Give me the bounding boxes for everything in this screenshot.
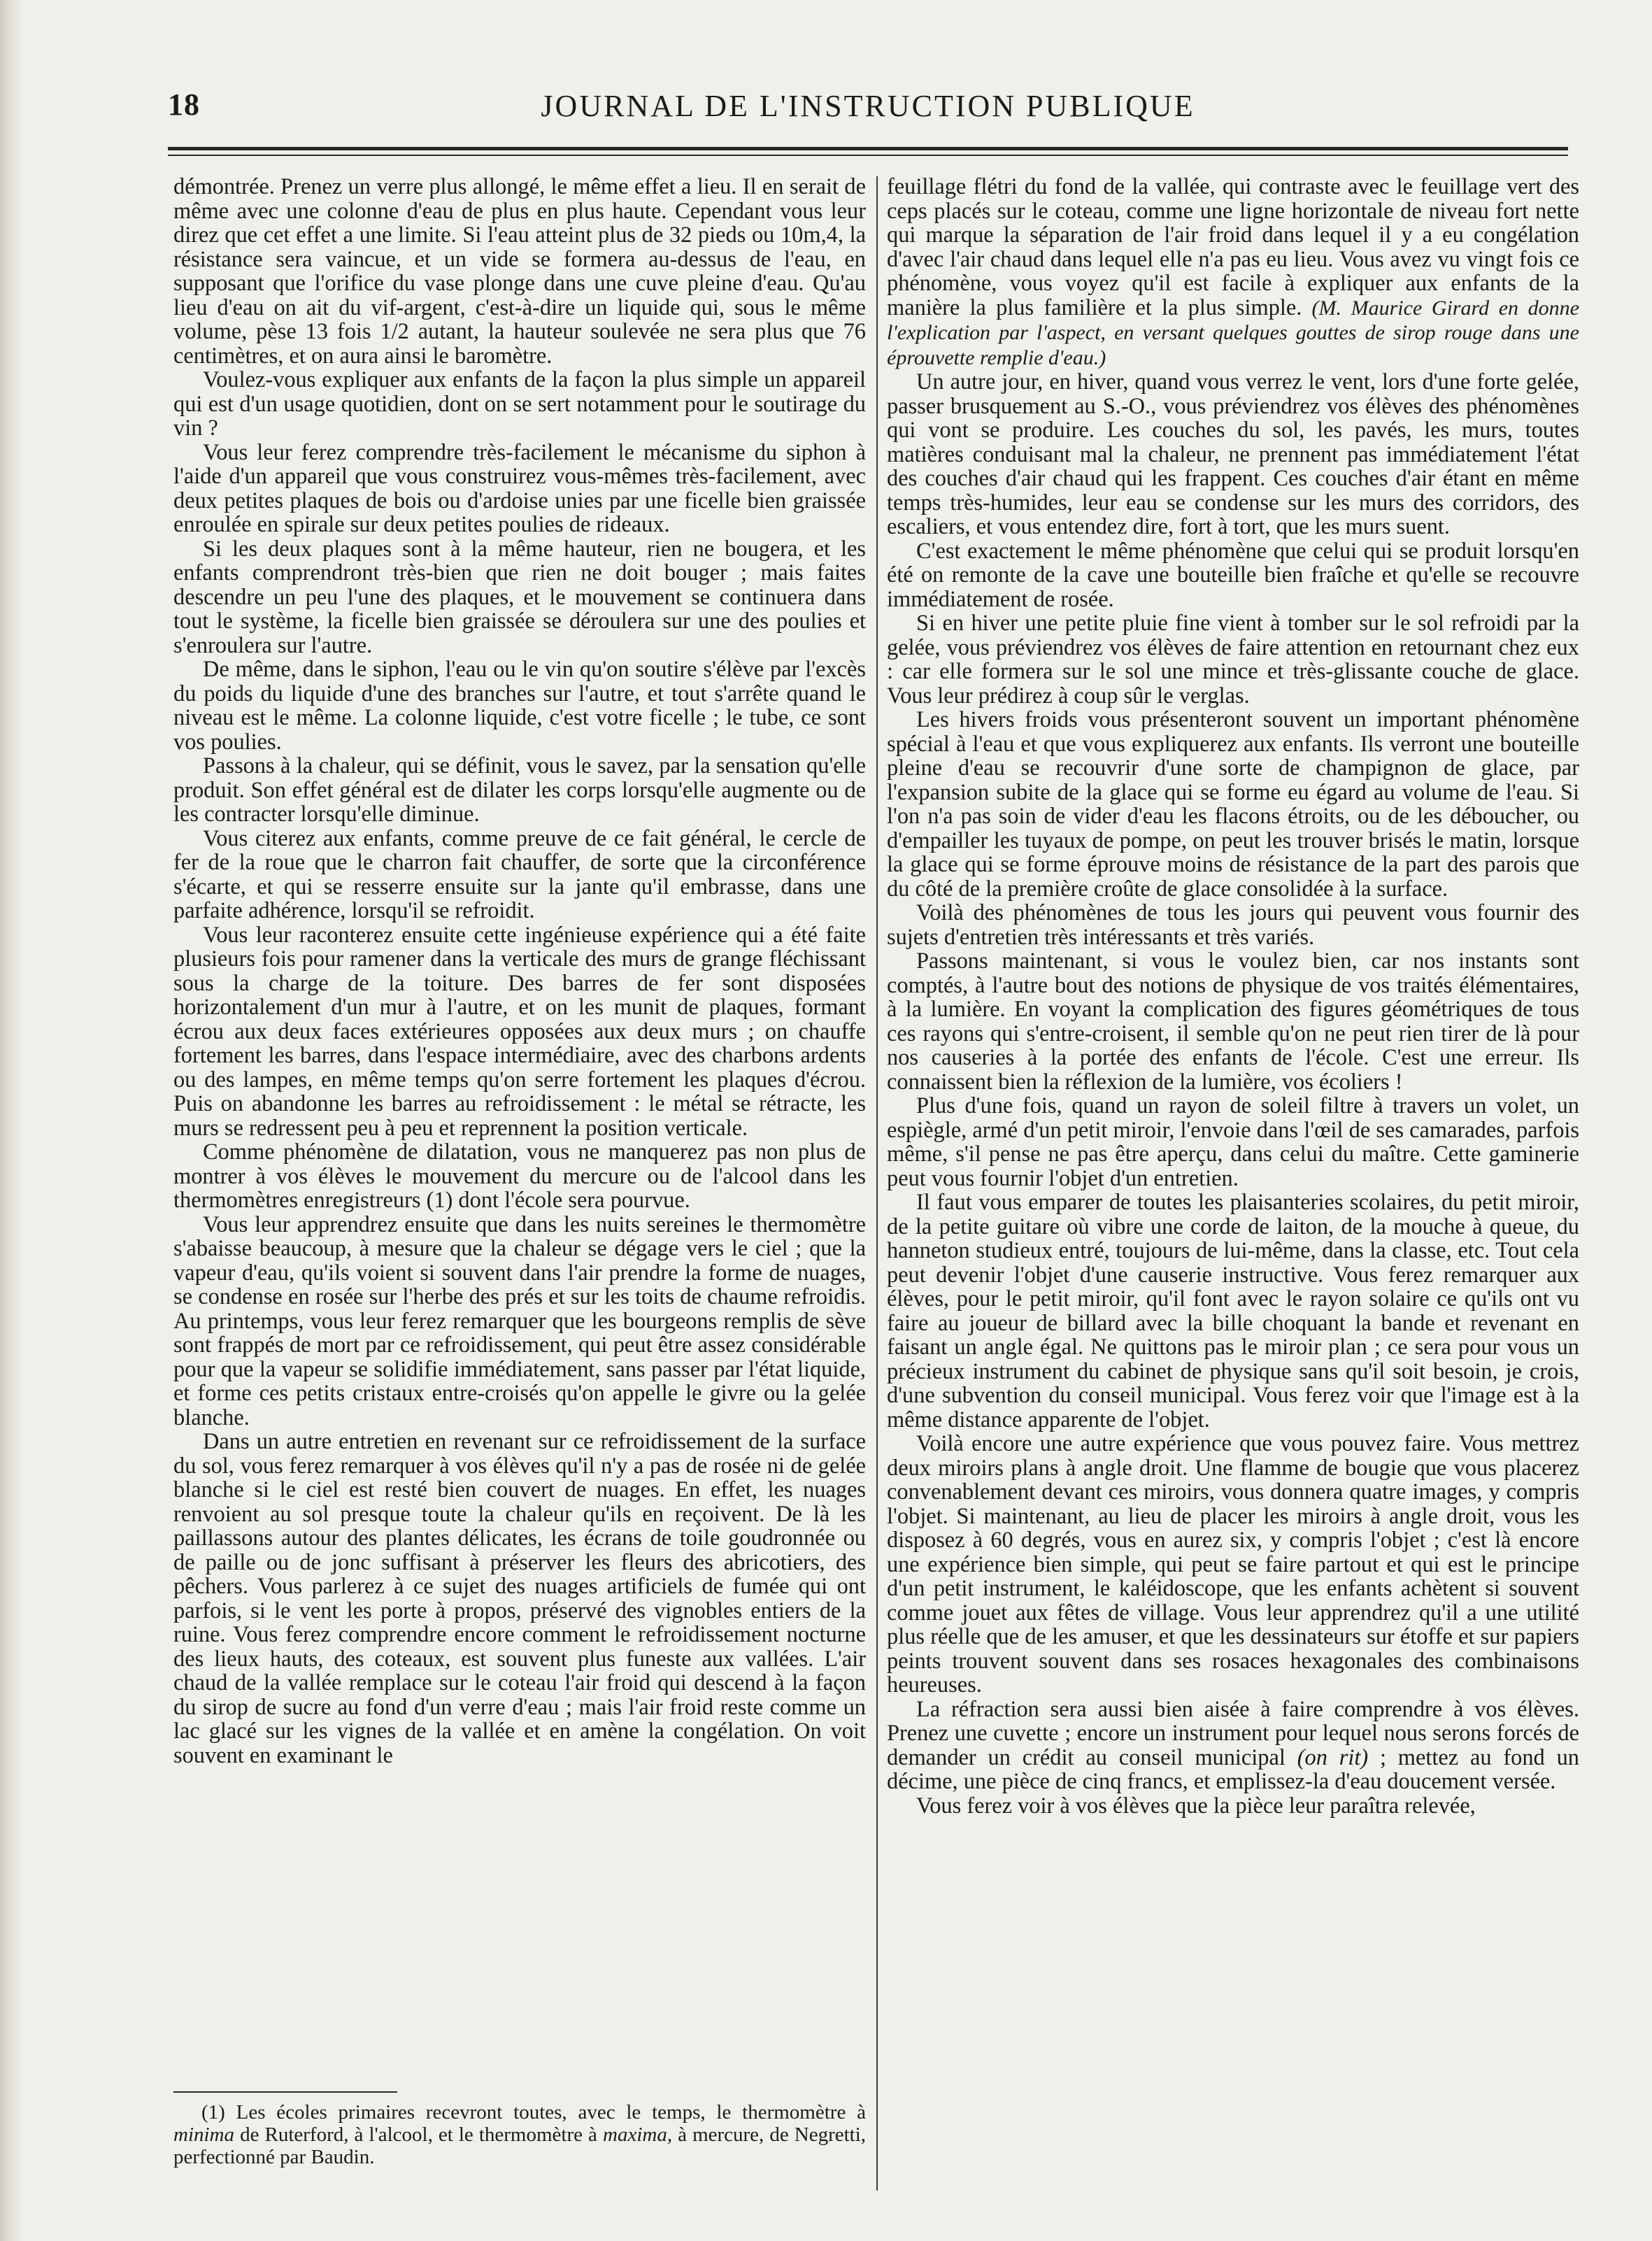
right-column (887, 175, 1579, 2182)
header-rule-thin (168, 155, 1568, 156)
paragraph: Vous leur raconterez ensuite cette ingénieuse expérience qui a été faite plusieurs fois pour ramener dans la verticale des murs de grange fléchissant sous la charge de la toiture. Des barres de fer sont disposées horizontalement d'un mur à l'autre, et on les munit de plaques, formant écrou aux deux faces extérieures opposées aux deux murs ; on chauffe fortement les barres, dans l'espace intermédiaire, avec des charbons ardents ou des lampes, en même temps qu'on serre fortement les plaques d'écrou. Puis on abandonne les barres au refroidissement : le métal se rétracte, les murs se redressent peu à peu et reprennent la position verticale. (173, 922, 866, 1141)
page-number: 18 (168, 87, 200, 122)
paragraph-text: La réfraction sera aussi bien aisée à faire comprendre à vos élèves. Prenez une cuvette ; encore un instrument pour lequel nous serons forcés de demander un crédit au conseil municipal (887, 1696, 1579, 1770)
editorial-note: (M. Maurice Girard en donne l'explication par l'aspect, en versant quelques gouttes de sirop rouge dans une éprouvette remplie d'eau.) (887, 296, 1579, 369)
paragraph: Dans un autre entretien en revenant sur ce refroidissement de la surface du sol, vous ferez remarquer à vos élèves qu'il n'y a pas de rosée ni de gelée blanche si le ciel est resté bien couvert de nuages. En effet, les nuages renvoient au sol presque toute la chaleur qu'ils en reçoivent. De là les paillassons autour des plantes délicates, les écrans de toile goudronnée ou de paille ou de jonc suffisant à préserver les fleurs des abricotiers, des pêchers. Vous parlerez à ce sujet des nuages artificiels de fumée qui ont parfois, si le vent les porte à propos, préservé des vignobles entiers de la ruine. Vous ferez comprendre encore comment le refroidissement nocturne des lieux hauts, des coteaux, est souvent plus funeste aux vallées. L'air chaud de la vallée remplace sur le coteau l'air froid qui descend à la façon du sirop de sucre au fond d'un verre d'eau ; mais l'air froid reste comme un lac glacé sur les vignes de la vallée et en amène la congélation. On voit souvent en examinant le (173, 1429, 866, 1768)
paragraph: Les hivers froids vous présenteront souvent un important phénomène spécial à l'eau et que vous expliquerez aux enfants. Ils verront une bouteille pleine d'eau se recouvrir d'une sorte de champignon de glace, par l'expansion subite de la glace qui se forme eu égard au volume de l'eau. Si l'on n'a pas soin de vider d'eau les flacons étroits, ou de les déboucher, ou d'empailler les tuyaux de pompe, on peut les trouver brisés le matin, lorsque la glace qui se forme éprouve moins de résistance de la part des parois que du côté de la première croûte de glace consolidée à la surface. (887, 707, 1579, 902)
paragraph: Il faut vous emparer de toutes les plaisanteries scolaires, du petit miroir, de la petite guitare où vibre une corde de laiton, de la mouche à queue, du hanneton studieux entré, toujours de lui-même, dans la classe, etc. Tout cela peut devenir l'objet d'une causerie instructive. Vous ferez remarquer aux élèves, pour le petit miroir, qu'il font avec le rayon solaire ce qu'ils ont vu faire au joueur de billard avec la bille choquant la bande et revenant en faisant un angle égal. Ne quittons pas le miroir plan ; ce sera pour vous un précieux instrument du cabinet de physique sans qu'il soit besoin, je crois, d'une subvention du conseil municipal. Vous ferez voir que l'image est à la même distance apparente de l'objet. (887, 1190, 1579, 1432)
footnote-text: de Ruterford, à l'alcool, et le thermomètre à (240, 2123, 597, 2146)
paragraph: Si les deux plaques sont à la même hauteur, rien ne bougera, et les enfants comprendront très-bien que rien ne doit bouger ; mais faites descendre un peu l'une des plaques, et le mouvement se continuera dans tout le système, la ficelle bien graissée se déroulera sur une des poulies et s'enroulera sur l'autre. (173, 536, 866, 658)
footnote (173, 2101, 866, 2168)
column-divider (876, 176, 878, 2191)
journal-title: JOURNAL DE L'INSTRUCTION PUBLIQUE (541, 89, 1195, 123)
paragraph: Si en hiver une petite pluie fine vient à tomber sur le sol refroidi par la gelée, vous préviendrez vos élèves de faire attention en retournant chez eux : car elle formera sur le sol une mince et très-glissante couche de glace. Vous leur prédirez à coup sûr le verglas. (887, 611, 1579, 709)
paragraph: C'est exactement le même phénomène que celui qui se produit lorsqu'en été on remonte de la cave une bouteille bien fraîche et qu'elle se recouvre immédiatement de rosée. (887, 538, 1579, 612)
paragraph: Vous citerez aux enfants, comme preuve de ce fait général, le cercle de fer de la roue que le charron fait chauffer, de sorte que la circonférence s'écarte, et qui se resserre ensuite sur la jante qu'il embrasse, dans une parfaite adhérence, lorsqu'il se refroidit. (173, 825, 866, 923)
paragraph-text: feuillage flétri du fond de la vallée, qui contraste avec le feuillage vert des ceps placés sur le coteau, comme une ligne horizontale de niveau fort nette qui marque la séparation de l'air froid dans lequel il y a eu congélation d'avec l'air chaud dans lequel elle n'a pas eu lieu. Vous avez vu vingt fois ce phénomène, vous voyez qu'il est facile à expliquer aux enfants de la manière la plus familière et la plus simple. (887, 175, 1579, 320)
paragraph: Comme phénomène de dilatation, vous ne manquerez pas non plus de montrer à vos élèves le mouvement du mercure ou de l'alcool dans les thermomètres enregistreurs (1) dont l'école sera pourvue. (173, 1139, 866, 1213)
footnote-text: (1) Les écoles primaires recevront toutes, avec le temps, le thermomètre à (201, 2101, 866, 2123)
footnote-text: à mercure, de Negretti, perfectionné par Baudin. (173, 2123, 867, 2168)
paragraph (887, 1698, 1579, 1794)
paragraph: démontrée. Prenez un verre plus allongé, le même effet a lieu. Il en serait de même avec une colonne d'eau de plus en plus haute. Cependant vous leur direz que cet effet a une limite. Si l'eau atteint plus de 32 pieds ou 10m,4, la résistance sera vaincue, et un vide se formera au-dessus de l'eau, en supposant que l'orifice du vase plonge dans une cuve pleine d'eau. Qu'au lieu d'eau on ait du vif-argent, c'est-à-dire un liquide qui, sous le même volume, pèse 13 fois 1/2 autant, la hauteur soulevée ne sera plus que 76 centimètres, et on aura ainsi le baromètre. (173, 175, 866, 369)
paragraph (887, 175, 1579, 370)
header-rule-thick (168, 147, 1568, 150)
paragraph: Voulez-vous expliquer aux enfants de la façon la plus simple un appareil qui est d'un usage quotidien, dont on se sert notamment pour le soutirage du vin ? (173, 367, 866, 441)
footnote-rule (173, 2091, 397, 2093)
paragraph: Un autre jour, en hiver, quand vous verrez le vent, lors d'une forte gelée, passer brusquement au S.-O., vous préviendrez vos élèves des phénomènes qui vont se produire. Les couches du sol, les pavés, les murs, toutes matières conduisant mal la chaleur, ne prennent pas immédiatement l'état des couches d'air chaud qui les frappent. Ces couches d'air étant en même temps très-humides, leur eau se condense sur les murs des corridors, des escaliers, et vous entendez dire, fort à tort, que les murs suent. (887, 369, 1579, 539)
footnote-emphasis: maxima, (603, 2123, 673, 2146)
paragraph: Passons maintenant, si vous le voulez bien, car nos instants sont comptés, à l'autre bout des notions de physique de vos traités élémentaires, à la lumière. En voyant la complication des figures géométriques de tous ces rayons qui s'entre-croisent, il semble qu'on ne peut rien tirer de là pour nos causeries à la portée des enfants de l'école. C'est une erreur. Ils connaissent bien la réflexion de la lumière, vos écoliers ! (887, 948, 1579, 1095)
paragraph: Plus d'une fois, quand un rayon de soleil filtre à travers un volet, un espiègle, armé d'un petit miroir, l'envoie dans l'œil de ses camarades, parfois même, s'il pense ne pas être aperçu, dans celui du maître. Cette gaminerie peut vous fournir l'objet d'un entretien. (887, 1093, 1579, 1191)
paragraph: Vous leur ferez comprendre très-facilement le mécanisme du siphon à l'aide d'un appareil que vous construirez vous-mêmes très-facilement, avec deux petites plaques de bois ou d'ardoise unies par une ficelle bien graissée enroulée en spirale sur deux petites poulies de rideaux. (173, 439, 866, 537)
paragraph: Passons à la chaleur, qui se définit, vous le savez, par la sensation qu'elle produit. Son effet général est de dilater les corps lorsqu'elle augmente ou de les contracter lorsqu'elle diminue. (173, 753, 866, 827)
left-column (173, 175, 866, 2070)
footnote-emphasis: minima (173, 2123, 234, 2146)
paragraph: Voilà des phénomènes de tous les jours qui peuvent vous fournir des sujets d'entretien très intéressants et très variés. (887, 900, 1579, 950)
paragraph: Voilà encore une autre expérience que vous pouvez faire. Vous mettrez deux miroirs plans à angle droit. Une flamme de bougie que vous placerez convenablement devant ces miroirs, vous donnera quatre images, y compris l'objet. Si maintenant, au lieu de placer les miroirs à angle droit, vous les disposez à 60 degrés, vous en aurez six, y compris l'objet ; c'est là encore une expérience bien simple, qui peut se faire partout et qui est le principe d'un petit instrument, le kaléidoscope, que les enfants achètent si souvent comme jouet aux fêtes de village. Vous leur apprendrez qu'il a une utilité plus réelle que de les amuser, et que les dessinateurs sur étoffe et sur papiers peints trouvent souvent dans ses rosaces hexagonales des combinaisons heureuses. (887, 1431, 1579, 1698)
page-edge-shadow (0, 0, 24, 2241)
paragraph: Vous leur apprendrez ensuite que dans les nuits sereines le thermomètre s'abaisse beaucoup, à mesure que la chaleur se dégage vers le ciel ; que la vapeur d'eau, qu'ils voient si souvent dans l'air prendre la forme de nuages, se condense en rosée sur l'herbe des prés et sur les toits de chaume refroidis. Au printemps, vous leur ferez remarquer que les bourgeons remplis de sève sont frappés de mort par ce refroidissement, qui peut être assez considérable pour que la vapeur se solidifie immédiatement, sans passer par l'état liquide, et forme ces petits cristaux entre-croisés qu'on appelle le givre ou la gelée blanche. (173, 1211, 866, 1430)
paragraph: Vous ferez voir à vos élèves que la pièce leur paraîtra relevée, (916, 1793, 1476, 1819)
paragraph-text: ; mettez au fond un décime, une pièce de cinq francs, et emplissez-la d'eau doucement versée. (887, 1744, 1579, 1794)
page-header (168, 83, 1568, 145)
paragraph: De même, dans le siphon, l'eau ou le vin qu'on soutire s'élève par l'excès du poids du liquide d'une des branches sur l'autre, et tout s'arrête quand le niveau est le même. La colonne liquide, c'est votre ficelle ; le tube, ce sont vos poulies. (173, 657, 866, 755)
aside-laughter: (on rit) (1297, 1744, 1369, 1770)
